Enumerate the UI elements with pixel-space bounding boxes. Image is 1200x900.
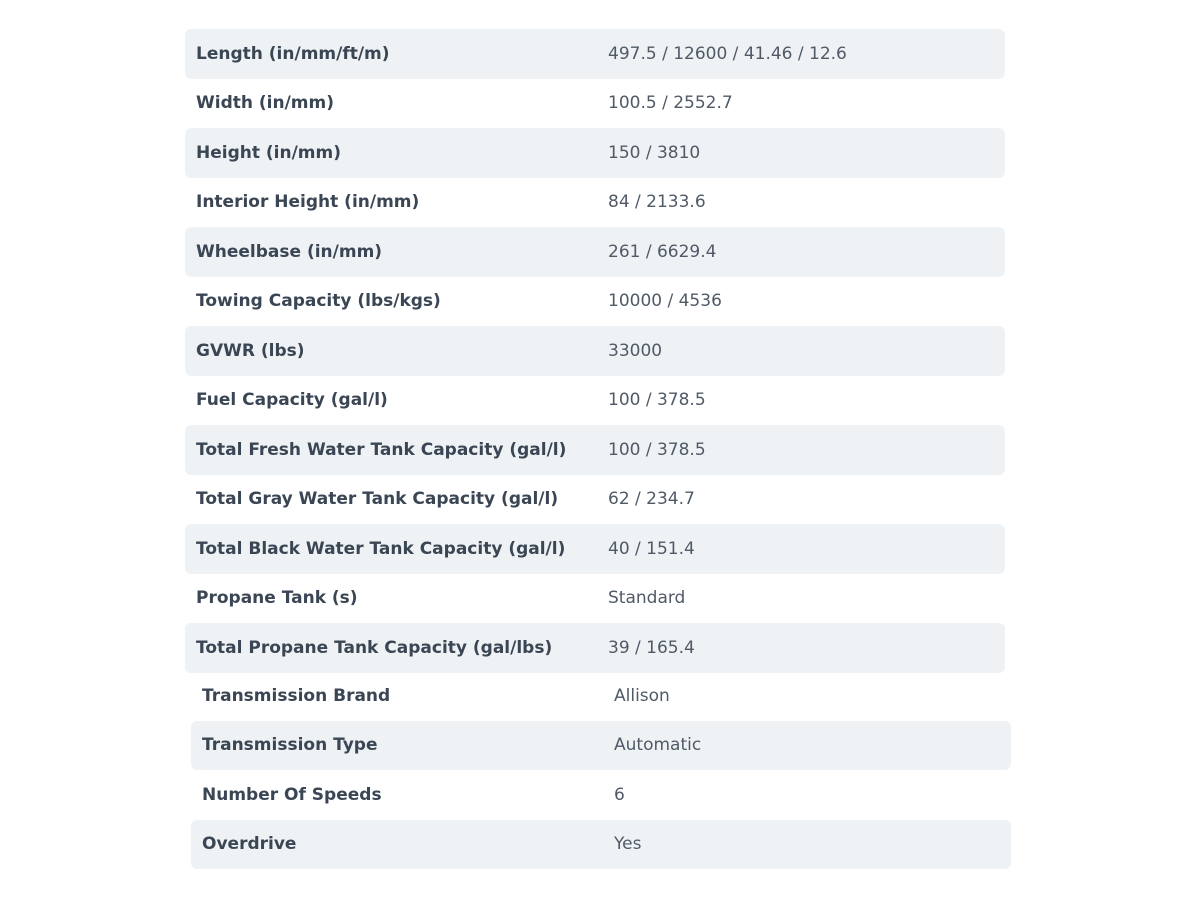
spec-row-interior-height (185, 178, 1005, 228)
spec-value: 261 / 6629.4 (608, 241, 717, 262)
spec-row-gvwr (185, 326, 1005, 376)
spec-label: Interior Height (in/mm) (196, 192, 420, 213)
spec-value: Yes (614, 834, 642, 855)
spec-table-dimensions (185, 29, 1005, 673)
spec-label: GVWR (lbs) (196, 340, 305, 361)
spec-value: 39 / 165.4 (608, 637, 695, 658)
spec-value: 84 / 2133.6 (608, 192, 706, 213)
spec-label: Height (in/mm) (196, 142, 342, 163)
spec-label: Fuel Capacity (gal/l) (196, 390, 388, 411)
spec-label: Towing Capacity (lbs/kgs) (196, 291, 441, 312)
spec-label: Wheelbase (in/mm) (196, 241, 383, 262)
spec-value: 100 / 378.5 (608, 439, 706, 460)
spec-row-length (185, 29, 1005, 79)
spec-row-fuel-capacity (185, 376, 1005, 426)
spec-value: 10000 / 4536 (608, 291, 722, 312)
spec-value: 100 / 378.5 (608, 390, 706, 411)
spec-value: Automatic (614, 735, 702, 756)
spec-label: Total Black Water Tank Capacity (gal/l) (196, 538, 566, 559)
spec-label: Propane Tank (s) (196, 588, 358, 609)
spec-row-black-water (185, 524, 1005, 574)
spec-value: 33000 (608, 340, 663, 361)
spec-row-towing-capacity (185, 277, 1005, 327)
spec-value: 100.5 / 2552.7 (608, 93, 733, 114)
spec-row-height (185, 128, 1005, 178)
spec-value: Standard (608, 588, 686, 609)
spec-label: Total Gray Water Tank Capacity (gal/l) (196, 489, 559, 510)
spec-value: 62 / 234.7 (608, 489, 695, 510)
spec-label: Transmission Type (202, 735, 378, 756)
spec-label: Number Of Speeds (202, 784, 382, 805)
spec-row-number-of-speeds (191, 770, 1011, 820)
spec-row-transmission-brand (191, 671, 1011, 721)
spec-value: 497.5 / 12600 / 41.46 / 12.6 (608, 43, 847, 64)
spec-row-overdrive (191, 820, 1011, 870)
spec-row-width (185, 79, 1005, 129)
spec-label: Overdrive (202, 834, 297, 855)
spec-table-transmission (191, 671, 1011, 869)
spec-label: Total Propane Tank Capacity (gal/lbs) (196, 637, 553, 658)
spec-row-propane-tank (185, 574, 1005, 624)
spec-row-wheelbase (185, 227, 1005, 277)
spec-label: Total Fresh Water Tank Capacity (gal/l) (196, 439, 567, 460)
spec-row-transmission-type (191, 721, 1011, 771)
spec-value: Allison (614, 685, 670, 706)
spec-label: Width (in/mm) (196, 93, 335, 114)
spec-label: Length (in/mm/ft/m) (196, 43, 390, 64)
spec-value: 150 / 3810 (608, 142, 701, 163)
spec-row-propane-capacity (185, 623, 1005, 673)
spec-row-fresh-water (185, 425, 1005, 475)
spec-label: Transmission Brand (202, 685, 391, 706)
spec-value: 6 (614, 784, 625, 805)
spec-value: 40 / 151.4 (608, 538, 695, 559)
spec-row-gray-water (185, 475, 1005, 525)
